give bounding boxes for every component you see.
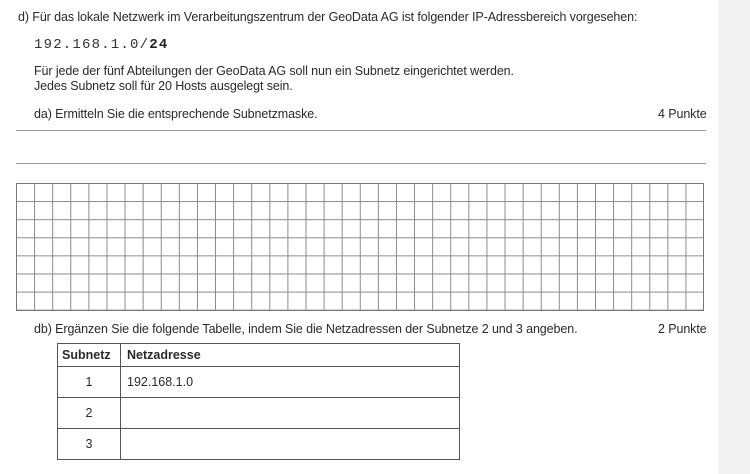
table-header-row bbox=[58, 344, 460, 367]
subnet-number: 1 bbox=[58, 367, 121, 398]
answer-line-1[interactable] bbox=[16, 130, 706, 131]
header-netzadresse: Netzadresse bbox=[121, 344, 460, 367]
subnet-table bbox=[57, 343, 460, 460]
header-subnetz: Subnetz bbox=[58, 344, 121, 367]
task-d-intro: d) Für das lokale Netzwerk im Verarbeitungszentrum der GeoData AG ist folgender IP-Adressbereich vorgesehen: bbox=[18, 10, 638, 24]
subnet-address: 192.168.1.0 bbox=[121, 367, 460, 398]
task-db-text: db) Ergänzen Sie die folgende Tabelle, indem Sie die Netzadressen der Subnetze 2 und 3 angeben. bbox=[34, 322, 578, 336]
ip-cidr: 24 bbox=[149, 37, 169, 53]
page-margin bbox=[718, 0, 750, 474]
subnet-address-input[interactable] bbox=[121, 429, 460, 460]
table-row bbox=[58, 398, 460, 429]
task-da-points: 4 Punkte bbox=[658, 107, 707, 121]
task-db-points: 2 Punkte bbox=[658, 322, 707, 336]
ip-prefix: 192.168.1.0/ bbox=[34, 37, 150, 53]
table-row bbox=[58, 429, 460, 460]
task-d-line2: Jedes Subnetz soll für 20 Hosts ausgelegt sein. bbox=[34, 79, 293, 93]
subnet-number: 3 bbox=[58, 429, 121, 460]
subnet-address-input[interactable] bbox=[121, 398, 460, 429]
ip-range bbox=[34, 37, 168, 53]
answer-grid[interactable] bbox=[16, 183, 704, 311]
subnet-number: 2 bbox=[58, 398, 121, 429]
table-row bbox=[58, 367, 460, 398]
task-d-line1: Für jede der fünf Abteilungen der GeoData AG soll nun ein Subnetz eingerichtet werden. bbox=[34, 64, 514, 78]
task-da-text: da) Ermitteln Sie die entsprechende Subnetzmaske. bbox=[34, 107, 318, 121]
answer-line-2[interactable] bbox=[16, 163, 706, 164]
